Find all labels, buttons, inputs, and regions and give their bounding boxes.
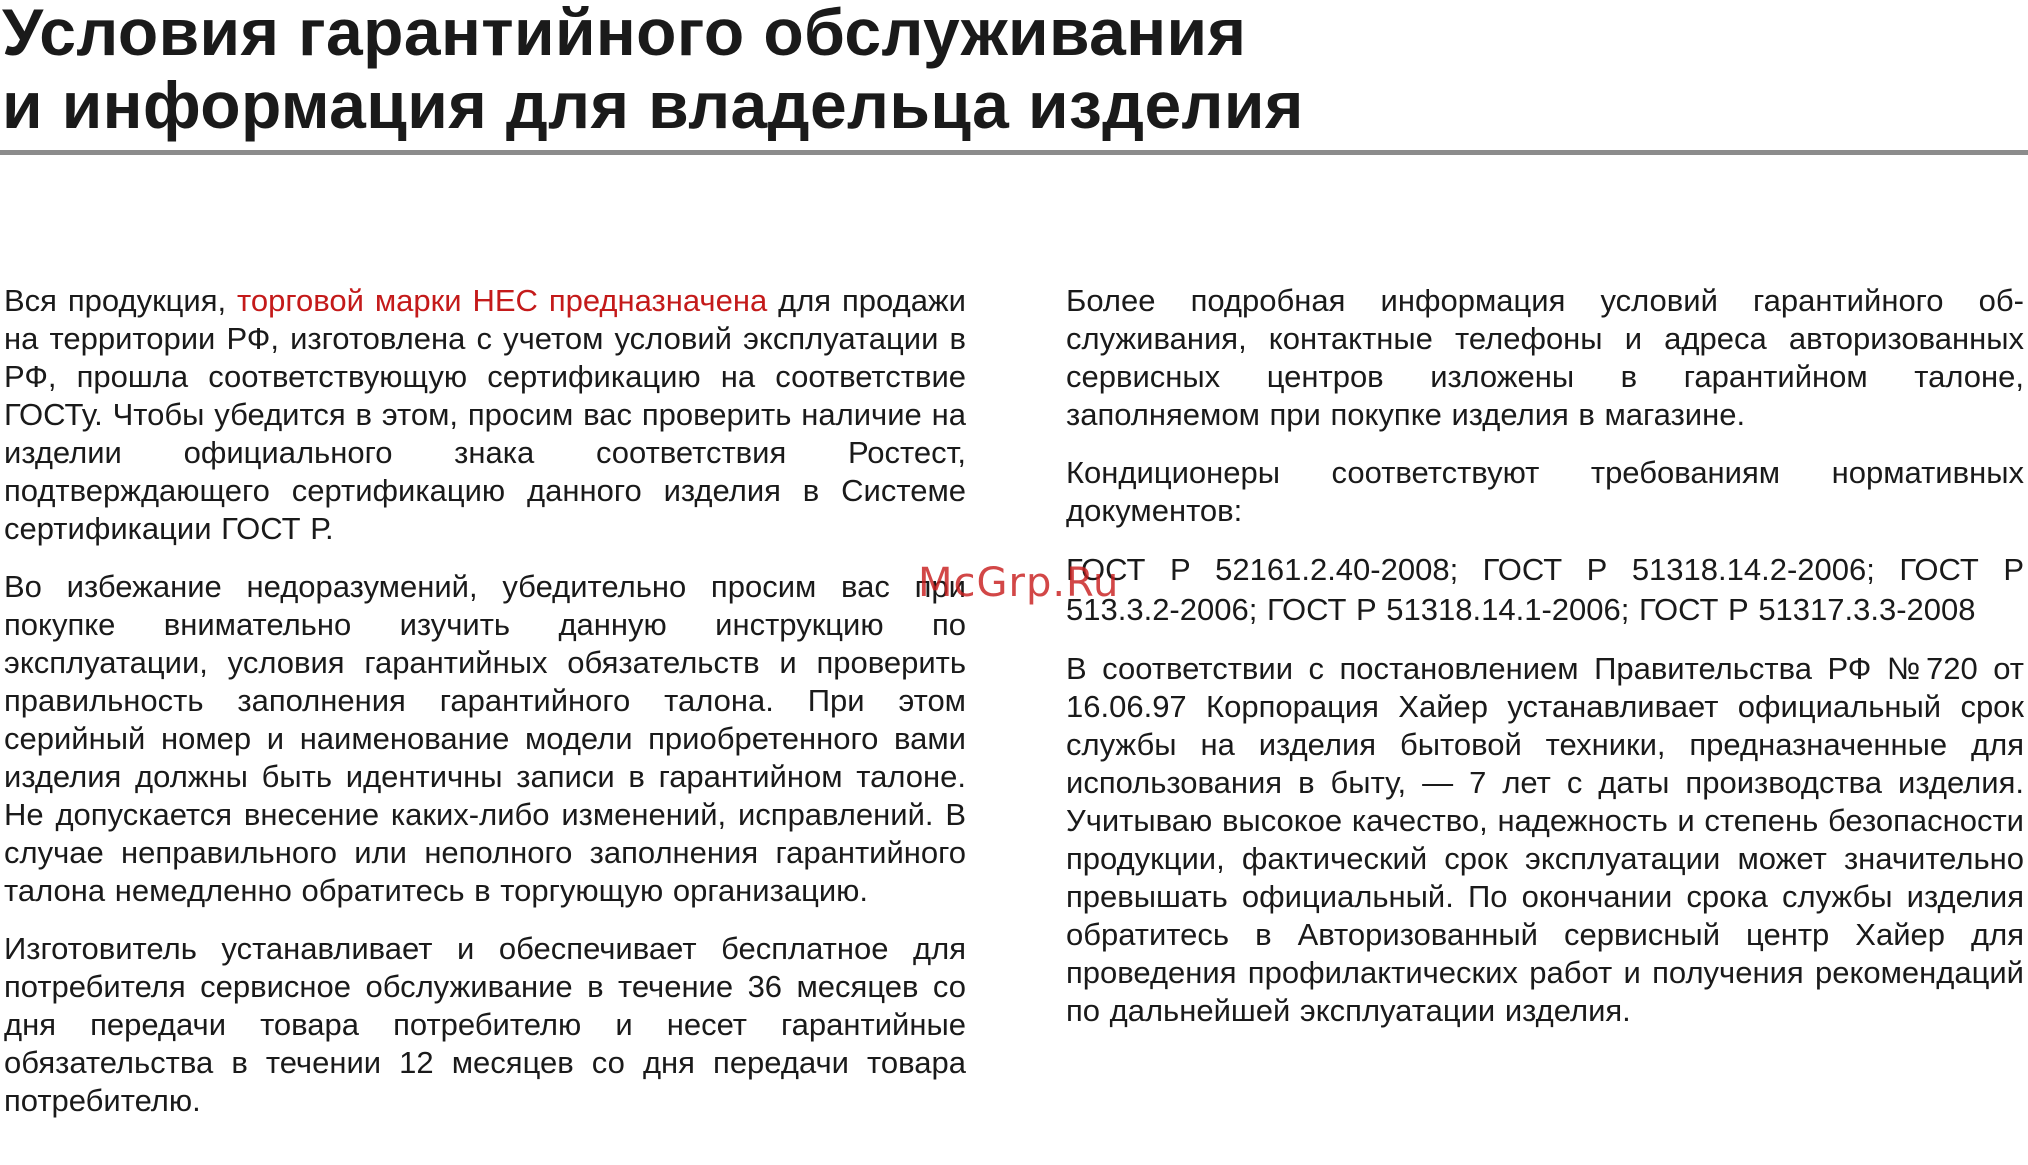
paragraph-standards-intro: Кондиционеры соответствуют требованиям нормативных документов: — [1066, 455, 2024, 528]
right-column — [1066, 282, 2024, 1050]
page-title-line-2: и информация для владельца изделия — [2, 68, 1304, 142]
paragraph-warranty-details: Более подробная информация условий гарантийного обслуживания, контактные телефоны и адреса авторизованных сервисных центров изложены в гарантийном талоне, заполняемом при покупке изделия в магазине. — [1066, 283, 2024, 432]
watermark-text: McGrp.Ru — [918, 560, 1120, 606]
left-column — [4, 282, 966, 1140]
page-title — [2, 0, 1304, 142]
paragraph-certification-rest: для продажи на территории РФ, изготовлена с учетом условий эксплуатации в РФ, прошла соответствующую сертификацию на соответствие ГОСТу. Чтобы убедится в этом, просим вас проверить наличие на изделии официального знака соответствия Ростест, подтверждающего сертификацию данного изделия в Системе сертификации ГОСТ Р. — [4, 283, 966, 546]
paragraph-instructions: Во избежание недоразумений, убедительно просим вас при покупке внимательно изучить данную инструкцию по эксплуатации, условия гарантийных обязательств и проверить правильность заполнения гарантийного талона. При этом серийный номер и наименование модели приобретенного вами изделия должны быть идентичны записи в гарантийном талоне. Не допускается внесение каких-либо изменений, исправлений. В случае неправильного или неполного заполнения гарантийного талона немедленно обратитесь в торгующую организацию. — [4, 569, 966, 908]
page-title-line-1: Условия гарантийного обслуживания — [2, 0, 1247, 69]
paragraph-service-terms: Изготовитель устанавливает и обеспечивает бесплатное для потребителя сервисное обслуживание в течение 36 месяцев со дня передачи товара потребителю и несет гарантийные обязательства в течении 12 месяцев со дня передачи товара потребителю. — [4, 931, 966, 1118]
title-divider — [0, 150, 2028, 155]
paragraph-service-life: В соответствии с постановлением Правительства РФ №720 от 16.06.97 Корпорация Хайер устанавливает официальный срок службы на изделия бытовой техники, предназначенные для использования в быту, — 7 лет с даты производства изделия. Учитываю высокое качество, надежность и степень безопасности продукции, фактический срок эксплуатации может значительно превышать официальный. По окончании срока службы изделия обратитесь в Авторизованный сервисный центр Хайер для проведения профилактических работ и получения рекомендаций по дальнейшей эксплуатации изделия. — [1066, 651, 2024, 1028]
paragraph-certification-start: Вся продукция, — [4, 283, 238, 318]
paragraph-certification — [4, 282, 966, 548]
paragraph-gost-list: ГОСТ Р 52161.2.40-2008; ГОСТ Р 51318.14.2-2006; ГОСТ Р 513.3.2-2006; ГОСТ Р 51318.14.1-2006; ГОСТ Р 51317.3.3-2008 — [1066, 552, 2024, 627]
brand-highlight: торговой марки HEC предназначена — [237, 283, 768, 318]
